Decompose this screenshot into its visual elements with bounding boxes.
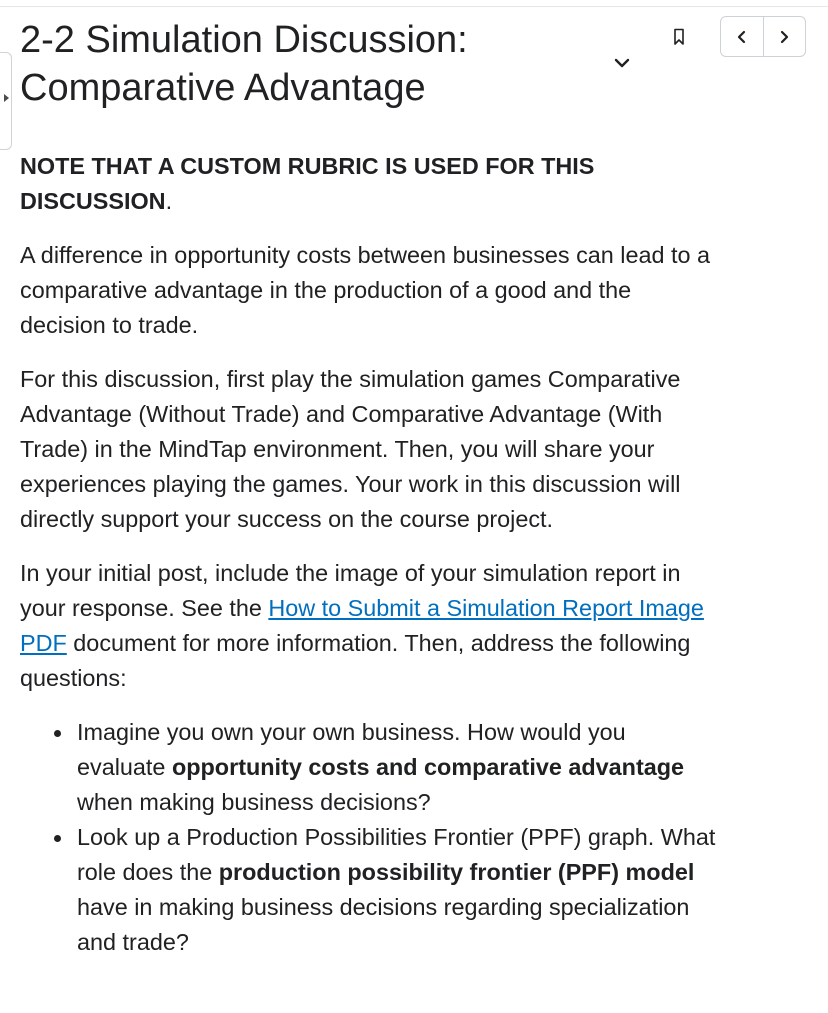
title-line-1: 2-2 Simulation Discussion: xyxy=(20,19,468,61)
question-1-emphasis: opportunity costs and comparative advantage xyxy=(171,754,685,780)
question-2-emphasis: production possibility frontier (PPF) model xyxy=(218,859,695,885)
page-title xyxy=(20,16,590,112)
topic-navigation xyxy=(720,16,806,57)
chevron-right-icon xyxy=(778,30,790,44)
rubric-note-text: NOTE THAT A CUSTOM RUBRIC IS USED FOR THIS DISCUSSION xyxy=(20,153,595,214)
instructions-paragraph: For this discussion, first play the simulation games Comparative Advantage (Without Trade) and Comparative Advantage (With Trade) in the MindTap environment. Then, you will share your experiences playing the games. Your work in this discussion will directly support your success on the course project. xyxy=(20,366,681,532)
simulation-report-pdf-link[interactable]: How to Submit a Simulation Report Image PDF xyxy=(20,595,704,656)
question-list xyxy=(20,715,720,960)
question-1-text-end: when making business decisions? xyxy=(77,789,431,815)
question-2-text: Look up a Production Possibilities Frontier (PPF) graph. What role does the xyxy=(77,824,716,885)
caret-right-icon[interactable] xyxy=(4,94,9,102)
bookmark-icon[interactable] xyxy=(673,28,685,46)
question-1-text: Imagine you own your own business. How would you evaluate xyxy=(77,719,626,780)
discussion-description xyxy=(20,149,720,960)
title-line-2: Comparative Advantage xyxy=(20,67,426,109)
rubric-note-period: . xyxy=(165,188,173,214)
previous-topic-button[interactable] xyxy=(721,17,763,56)
initial-post-paragraph xyxy=(20,556,720,696)
rubric-note xyxy=(20,149,720,219)
list-item xyxy=(77,715,720,820)
initial-post-text: In your initial post, include the image of your simulation report in your response. See the xyxy=(20,560,681,621)
list-item xyxy=(77,820,720,960)
intro-paragraph: A difference in opportunity costs between businesses can lead to a comparative advantage in the production of a good and the decision to trade. xyxy=(20,242,711,338)
next-topic-button[interactable] xyxy=(763,17,806,56)
question-2-text-end: have in making business decisions regarding specialization and trade? xyxy=(77,894,690,955)
top-divider xyxy=(0,6,828,7)
chevron-left-icon xyxy=(736,30,748,44)
initial-post-text-end: document for more information. Then, address the following questions: xyxy=(20,630,691,691)
chevron-down-icon[interactable] xyxy=(613,56,631,70)
